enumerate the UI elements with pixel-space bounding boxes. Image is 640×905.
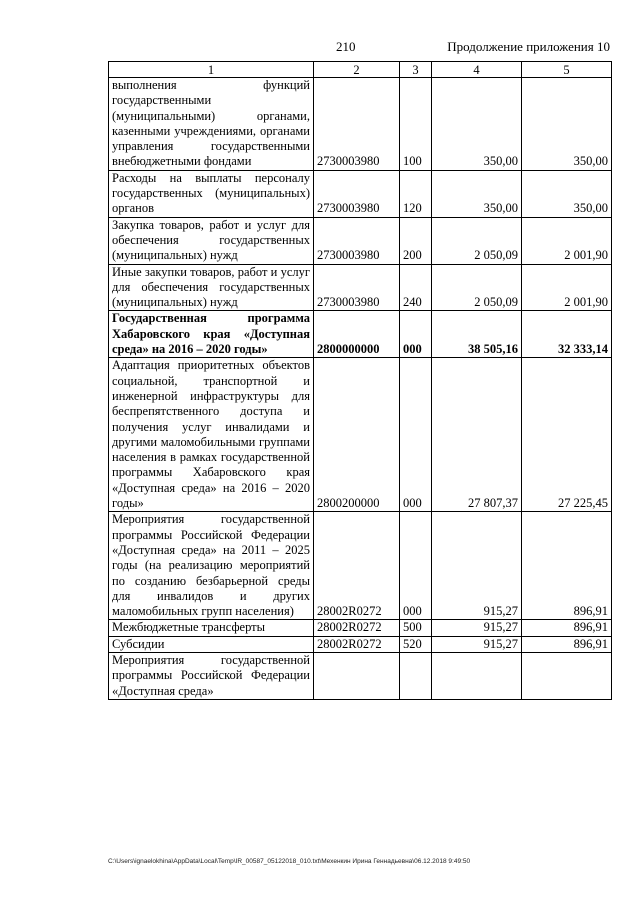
row-type-cell: 000 [400,512,432,620]
footer-file-path: C:\Users\ignaelokhina\AppData\Local\Temp\IR_00587_05122018_010.txt\Мехенкин Ирина Геннадьевна\06.12.2018 9:49:50 [108,858,471,865]
budget-table [108,61,612,700]
row-name-cell: Закупка товаров, работ и услуг для обеспечения государственных (муниципальных) нужд [109,217,314,264]
page-number: 210 [336,39,356,54]
row-name-cell: Межбюджетные трансферты [109,620,314,636]
row-type-cell [400,652,432,699]
appendix-caption: Продолжение приложения 10 [447,39,610,54]
row-value-cell: 896,91 [522,512,612,620]
row-value-cell [432,652,522,699]
row-value-cell [522,652,612,699]
row-name-cell: выполнения функций государственными (муниципальными) органами, казенными учреждениями, органами управления государственными внебюджетными фондами [109,78,314,171]
row-type-cell: 200 [400,217,432,264]
row-value-cell: 350,00 [432,170,522,217]
column-header: 5 [522,62,612,78]
table-header-row [109,62,612,78]
table-row [109,358,612,512]
row-name-cell: Мероприятия государственной программы Российской Федерации «Доступная среда» [109,652,314,699]
row-type-cell: 000 [400,311,432,358]
row-code-cell: 28002R0272 [314,636,400,652]
table-row [109,620,612,636]
row-type-cell: 100 [400,78,432,171]
table-row [109,512,612,620]
row-value-cell: 27 807,37 [432,358,522,512]
row-code-cell: 2800000000 [314,311,400,358]
row-code-cell: 2730003980 [314,78,400,171]
row-value-cell: 350,00 [522,78,612,171]
table-row [109,636,612,652]
column-header: 1 [109,62,314,78]
row-name-cell: Мероприятия государственной программы Российской Федерации «Доступная среда» на 2011 – 2025 годы (на реализацию мероприятий по созданию безбарьерной среды для инвалидов и других маломобильных групп населения) [109,512,314,620]
table-row [109,170,612,217]
row-type-cell: 120 [400,170,432,217]
column-header: 3 [400,62,432,78]
row-value-cell: 896,91 [522,620,612,636]
row-value-cell: 896,91 [522,636,612,652]
row-value-cell: 915,27 [432,620,522,636]
row-value-cell: 915,27 [432,512,522,620]
row-code-cell [314,652,400,699]
row-value-cell: 2 001,90 [522,217,612,264]
row-value-cell: 350,00 [522,170,612,217]
row-value-cell: 350,00 [432,78,522,171]
row-code-cell: 28002R0272 [314,512,400,620]
row-value-cell: 2 001,90 [522,264,612,311]
table-row [109,78,612,171]
table-row [109,311,612,358]
row-code-cell: 2730003980 [314,264,400,311]
table-row [109,652,612,699]
row-code-cell: 2730003980 [314,170,400,217]
row-code-cell: 2800200000 [314,358,400,512]
row-type-cell: 240 [400,264,432,311]
row-value-cell: 915,27 [432,636,522,652]
row-type-cell: 000 [400,358,432,512]
row-name-cell: Адаптация приоритетных объектов социальной, транспортной и инженерной инфраструктуры для беспрепятственного доступа и получения услуг инвалидами и другими маломобильными группами населения в рамках государственной программы Хабаровского края «Доступная среда» на 2016 – 2020 годы» [109,358,314,512]
row-type-cell: 520 [400,636,432,652]
row-value-cell: 27 225,45 [522,358,612,512]
row-type-cell: 500 [400,620,432,636]
row-code-cell: 28002R0272 [314,620,400,636]
table-row [109,217,612,264]
row-name-cell: Иные закупки товаров, работ и услуг для обеспечения государственных (муниципальных) нужд [109,264,314,311]
row-value-cell: 32 333,14 [522,311,612,358]
row-value-cell: 2 050,09 [432,217,522,264]
row-value-cell: 2 050,09 [432,264,522,311]
table-row [109,264,612,311]
row-name-cell: Субсидии [109,636,314,652]
row-name-cell: Расходы на выплаты персоналу государственных (муниципальных) органов [109,170,314,217]
column-header: 2 [314,62,400,78]
row-value-cell: 38 505,16 [432,311,522,358]
column-header: 4 [432,62,522,78]
row-name-cell: Государственная программа Хабаровского края «Доступная среда» на 2016 – 2020 годы» [109,311,314,358]
row-code-cell: 2730003980 [314,217,400,264]
table-body [109,78,612,700]
